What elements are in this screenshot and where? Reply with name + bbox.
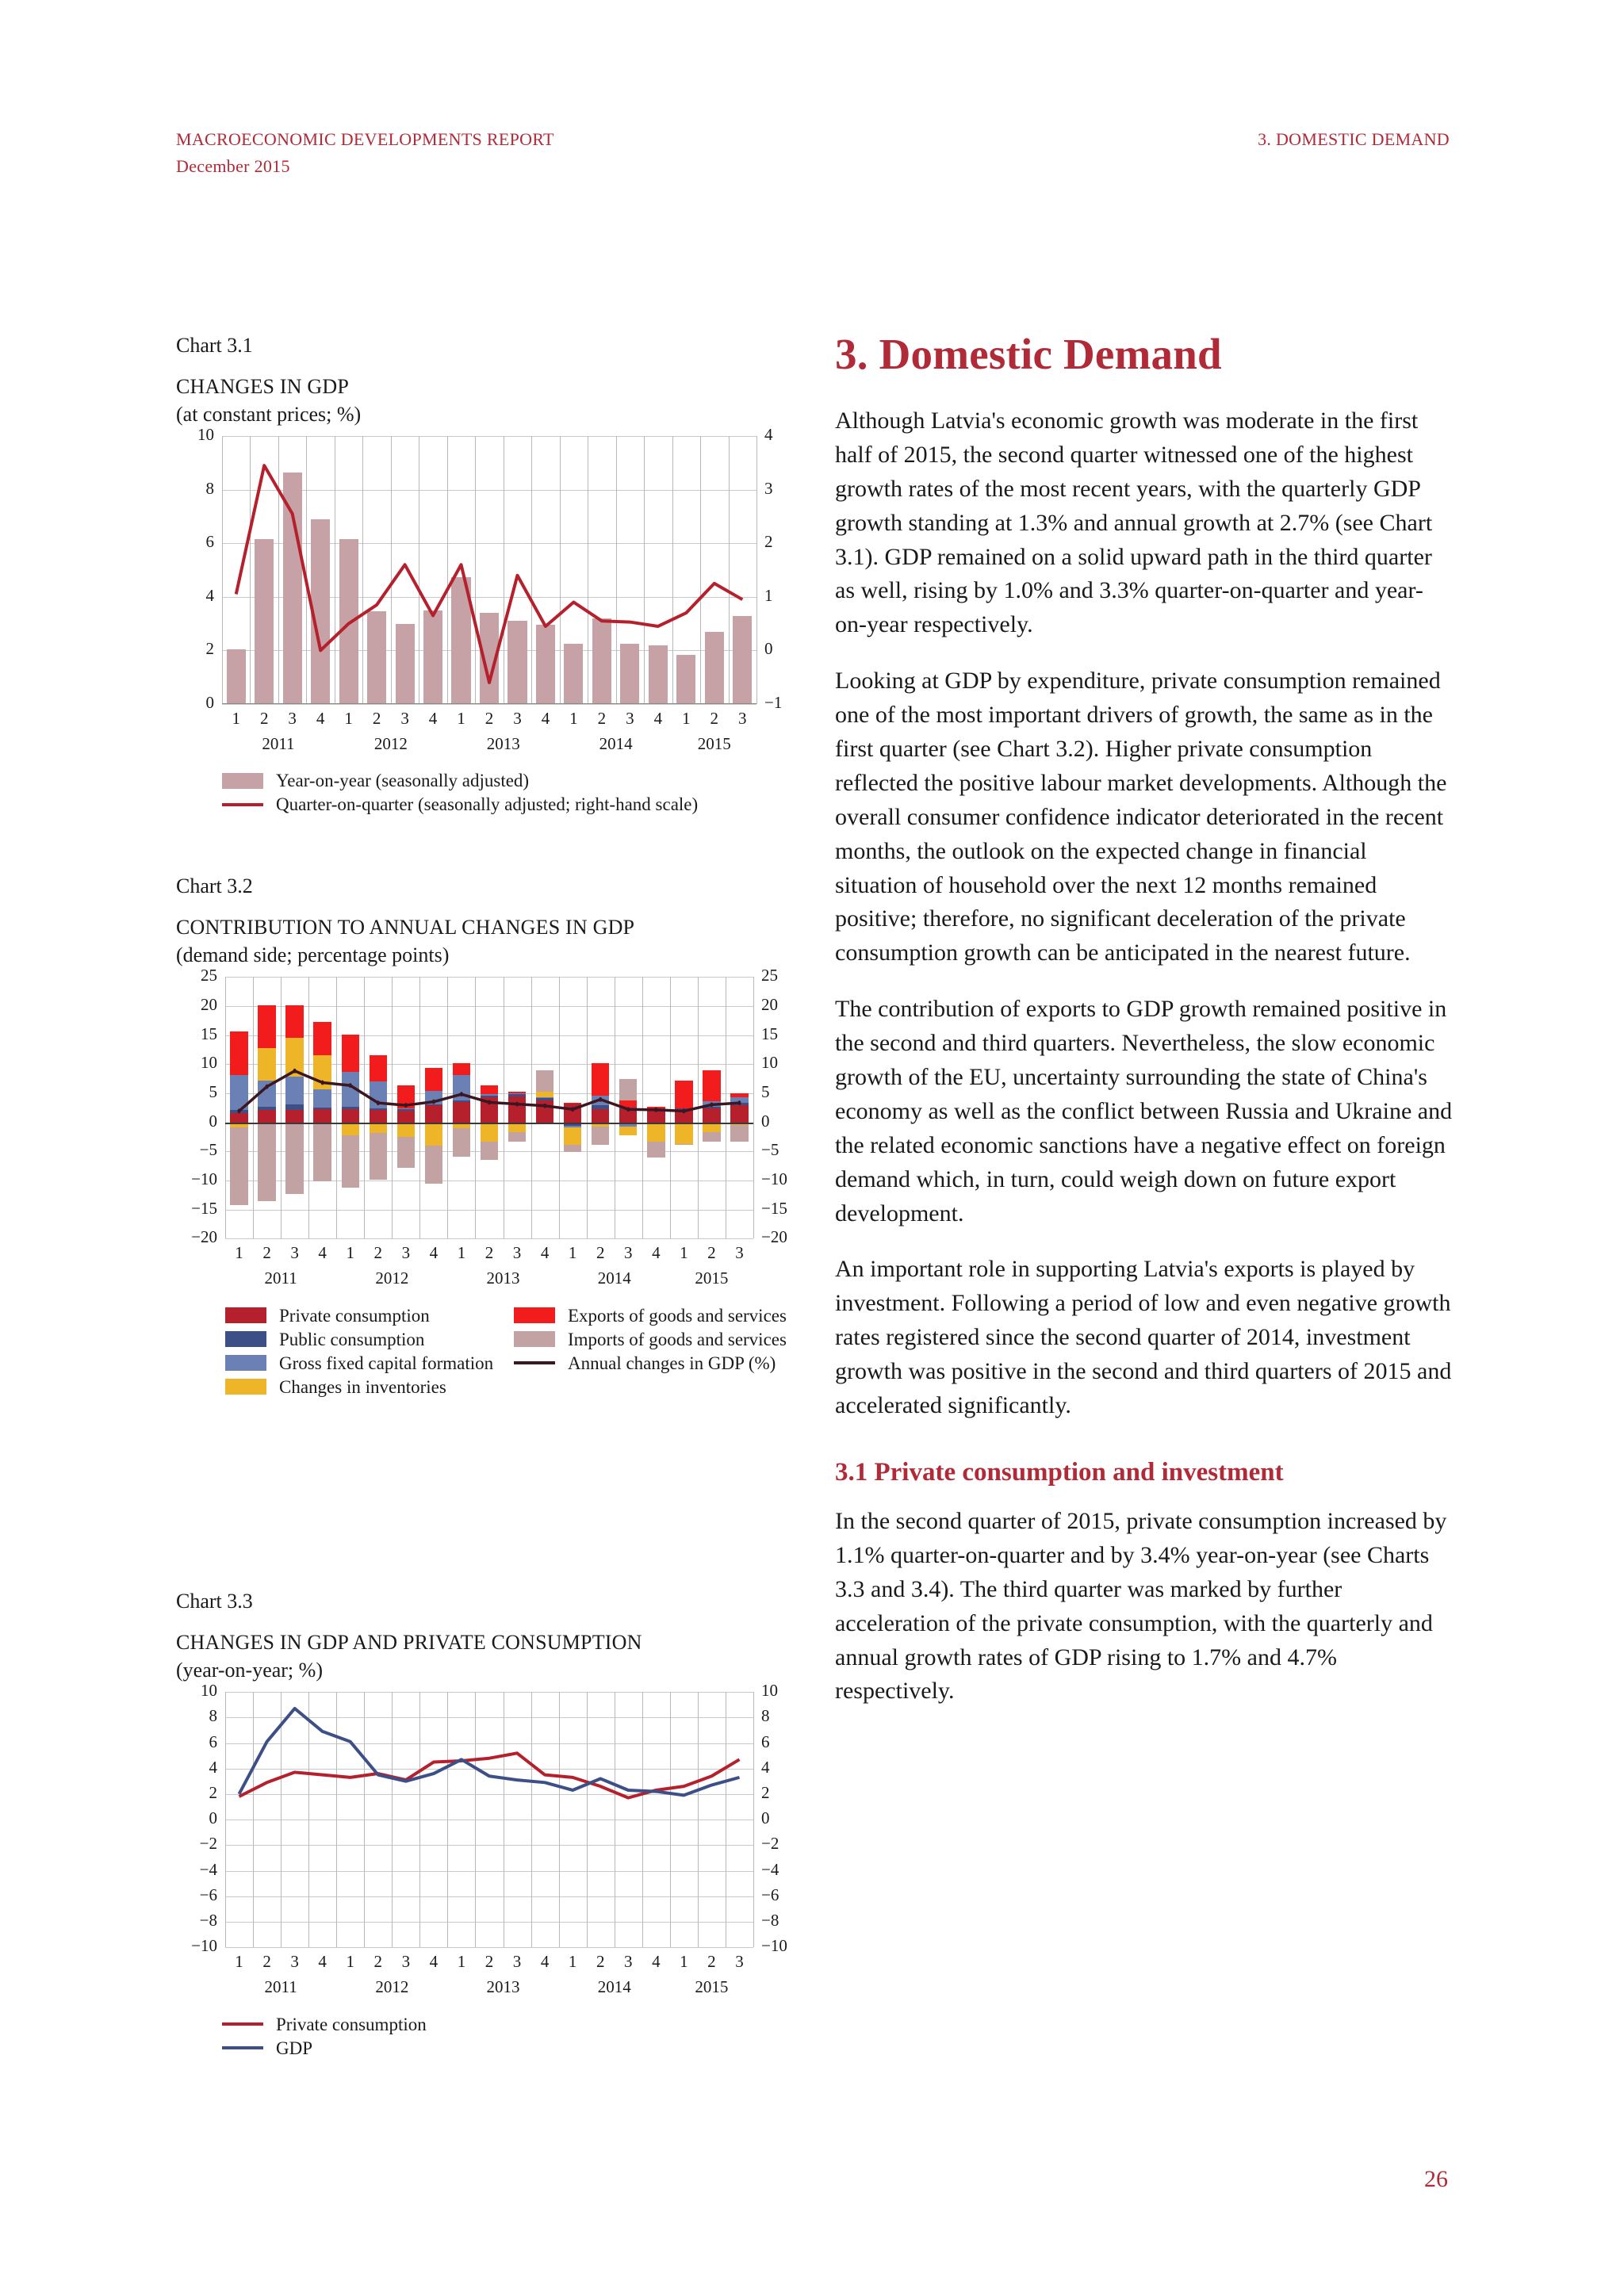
chart-3-1 <box>176 333 802 817</box>
y-axis-tick-label: 10 <box>201 1053 217 1073</box>
x-axis-quarter-label: 3 <box>735 1952 744 1972</box>
y2-axis-tick-label: 1 <box>764 585 773 605</box>
y-axis-tick-label: 0 <box>209 1808 217 1828</box>
y-axis-tick-label: 15 <box>201 1024 217 1043</box>
y-axis-tick-label: −4 <box>199 1859 217 1879</box>
legend-item <box>222 2036 802 2060</box>
y-axis-tick-label: −15 <box>191 1198 217 1218</box>
legend-item <box>225 1375 514 1399</box>
x-axis-year-label: 2013 <box>486 734 520 754</box>
y2-axis-tick-label: 0 <box>761 1111 770 1131</box>
x-axis-quarter-label: 1 <box>457 709 465 729</box>
legend-item <box>514 1303 802 1327</box>
x-axis-quarter-label: 3 <box>512 1243 522 1263</box>
grid-line <box>222 704 756 705</box>
chart-3-3-legend <box>222 2012 802 2060</box>
y-axis-tick-label: 20 <box>201 994 217 1014</box>
x-axis-quarter-label: 1 <box>568 1243 577 1263</box>
y2-axis-tick-label: −5 <box>761 1140 779 1160</box>
x-axis-quarter-label: 1 <box>457 1952 466 1972</box>
page-number: 26 <box>1424 2166 1448 2192</box>
legend-swatch <box>222 773 263 789</box>
y2-axis-tick-label: 4 <box>764 425 773 445</box>
chart-3-1-x-axis <box>222 709 756 758</box>
y-axis-tick-label: 2 <box>209 1783 217 1803</box>
series-line <box>222 436 756 704</box>
legend-item <box>222 769 802 793</box>
y-axis-tick-label: −6 <box>199 1885 217 1904</box>
x-axis-year-label: 2014 <box>597 1269 631 1288</box>
x-axis-year-label: 2015 <box>695 1977 729 1997</box>
chart-3-2-plot-area <box>191 966 787 1247</box>
x-axis-quarter-label: 2 <box>710 709 719 729</box>
chart-3-1-legend <box>222 769 802 817</box>
y-axis-tick-label: −20 <box>191 1227 217 1247</box>
y-axis-tick-label: 5 <box>209 1081 217 1101</box>
x-axis-quarter-label: 3 <box>624 1243 633 1263</box>
legend-item <box>514 1327 802 1351</box>
legend-swatch <box>225 1307 266 1323</box>
y-axis-tick-label: −10 <box>191 1936 217 1956</box>
x-axis-quarter-label: 2 <box>485 1952 494 1972</box>
y2-axis-tick-label: 10 <box>761 1681 778 1701</box>
chart-3-2-plot-wrap <box>176 966 802 1292</box>
y2-axis-tick-label: −8 <box>761 1911 779 1931</box>
chart-3-1-plot-area <box>197 425 783 713</box>
x-axis-quarter-label: 3 <box>290 1952 299 1972</box>
legend-label: Imports of goods and services <box>568 1329 787 1349</box>
y2-axis-tick-label: 2 <box>761 1783 770 1803</box>
x-axis-quarter-label: 1 <box>344 709 353 729</box>
legend-item <box>222 2012 802 2036</box>
chart-3-3 <box>176 1589 802 2060</box>
y-axis-tick-label: 4 <box>205 585 214 605</box>
x-axis-year-label: 2015 <box>695 1269 729 1288</box>
x-axis-quarter-label: 1 <box>346 1952 354 1972</box>
x-axis-quarter-label: 4 <box>541 709 550 729</box>
grid-line <box>225 1947 753 1948</box>
paragraph: Looking at GDP by expenditure, private consumption remained one of the most important drivers of growth, the same as in the first quarter (see Chart 3.2). Higher private consumption reflected the positive labour market developments. Although the overall consumer confidence indicator deteriorated in the recent months, the outlook on the expected change in financial situation of household over the next 12 months remained positive; therefore, no significant deceleration of the private consumption growth can be anticipated in the nearest future. <box>835 668 1447 966</box>
legend-label: Changes in inventories <box>279 1376 446 1397</box>
report-date: December 2015 <box>176 156 290 176</box>
subsection-heading: 3.1 Private consumption and investment <box>835 1457 1284 1487</box>
x-axis-quarter-label: 4 <box>652 1952 661 1972</box>
x-axis-quarter-label: 3 <box>738 709 747 729</box>
legend-swatch <box>225 1379 266 1395</box>
y-axis-tick-label: −5 <box>199 1140 217 1160</box>
x-axis-year-label: 2012 <box>375 1269 409 1288</box>
y2-axis-tick-label: −4 <box>761 1859 779 1879</box>
legend-line-swatch <box>222 2022 263 2026</box>
y-axis-tick-label: 25 <box>201 966 217 985</box>
y2-axis-tick-label: 20 <box>761 994 778 1014</box>
legend-item <box>225 1303 514 1327</box>
x-axis-quarter-label: 4 <box>318 1952 327 1972</box>
x-axis-year-label: 2012 <box>373 734 408 754</box>
grid-line-vertical <box>753 977 754 1238</box>
legend-label: Gross fixed capital formation <box>279 1353 494 1373</box>
x-axis-quarter-label: 2 <box>259 709 269 729</box>
y-axis-tick-label: 0 <box>209 1111 217 1131</box>
chart-3-1-subtitle: (at constant prices; %) <box>176 403 362 427</box>
paragraph: An important role in supporting Latvia's exports is played by investment. Following a period of low and even negative growth rates registered since the second quarter of 2014, investment growth was positive in the second and third quarters of 2015 and accelerated significantly. <box>835 1256 1452 1419</box>
x-axis-year-label: 2013 <box>486 1977 520 1997</box>
x-axis-quarter-label: 4 <box>318 1243 327 1263</box>
paragraph: The contribution of exports to GDP growth remained positive in the second and third quarters. Nevertheless, the slow economic growth of the EU, uncertainty surrounding the state of China's economy as well as the conflict between Russia and Ukraine and the related economic sanctions have a negative effect on foreign demand which, in turn, could weigh down on future export development. <box>835 996 1453 1226</box>
legend-swatch <box>225 1355 266 1371</box>
running-head <box>176 129 1450 177</box>
x-axis-quarter-label: 2 <box>485 709 494 729</box>
x-axis-quarter-label: 4 <box>316 709 325 729</box>
y-axis-tick-label: 10 <box>197 425 214 445</box>
grid-line-vertical <box>756 436 757 704</box>
x-axis-quarter-label: 2 <box>596 1243 605 1263</box>
x-axis-quarter-label: 1 <box>568 1952 577 1972</box>
y-axis-tick-label: 4 <box>209 1757 217 1777</box>
y-axis-tick-label: −8 <box>199 1911 217 1931</box>
x-axis-quarter-label: 4 <box>653 709 663 729</box>
chart-3-2-legend-right <box>514 1303 802 1399</box>
legend-label: Annual changes in GDP (%) <box>568 1353 776 1373</box>
y-axis-tick-label: 8 <box>205 478 214 498</box>
legend-label: Exports of goods and services <box>568 1305 787 1326</box>
chart-3-3-plot-area <box>191 1681 787 1956</box>
chart-3-1-plot-wrap <box>176 425 802 758</box>
x-axis-year-label: 2014 <box>599 734 633 754</box>
x-axis-quarter-label: 2 <box>596 1952 605 1972</box>
x-axis-quarter-label: 2 <box>373 1952 383 1972</box>
chart-3-2-x-axis <box>225 1243 753 1292</box>
y-axis-tick-label: 6 <box>205 532 214 552</box>
x-axis-quarter-label: 4 <box>429 1952 439 1972</box>
y2-axis-tick-label: 6 <box>761 1732 770 1751</box>
chart-3-2-legend-left <box>225 1303 514 1399</box>
x-axis-quarter-label: 1 <box>235 1243 243 1263</box>
x-axis-quarter-label: 4 <box>540 1952 550 1972</box>
y-axis-tick-label: 2 <box>205 639 214 659</box>
x-axis-quarter-label: 1 <box>680 1952 688 1972</box>
x-axis-quarter-label: 1 <box>346 1243 354 1263</box>
legend-label: Private consumption <box>276 2014 427 2034</box>
y2-axis-tick-label: 5 <box>761 1081 770 1101</box>
x-axis-quarter-label: 3 <box>626 709 634 729</box>
x-axis-year-label: 2011 <box>262 734 295 754</box>
y2-axis-tick-label: −10 <box>761 1169 787 1188</box>
grid-line <box>225 1238 753 1239</box>
chart-3-2 <box>176 874 802 1399</box>
y-axis-tick-label: 6 <box>209 1732 217 1751</box>
x-axis-baseline <box>222 703 756 704</box>
x-axis-quarter-label: 3 <box>290 1243 299 1263</box>
legend-item <box>225 1351 514 1375</box>
y2-axis-tick-label: 3 <box>764 478 773 498</box>
chart-3-2-title: CONTRIBUTION TO ANNUAL CHANGES IN GDP <box>176 915 635 939</box>
x-axis-quarter-label: 3 <box>401 1243 411 1263</box>
paragraph: Although Latvia's economic growth was moderate in the first half of 2015, the second quarter witnessed one of the highest growth rates of the most recent years, with the quarterly GDP growth standing at 1.3% and annual growth at 2.7% (see Chart 3.1). GDP remained on a solid upward path in the third quarter as well, rising by 1.0% and 3.3% quarter-on-quarter and year-on-year respectively. <box>835 408 1433 638</box>
x-axis-year-label: 2011 <box>264 1269 297 1288</box>
chart-3-3-x-axis <box>225 1952 753 2001</box>
x-axis-quarter-label: 1 <box>682 709 691 729</box>
x-axis-year-label: 2013 <box>486 1269 520 1288</box>
y2-axis-tick-label: 0 <box>761 1808 770 1828</box>
y2-axis-tick-label: −2 <box>761 1834 779 1854</box>
legend-line-swatch <box>222 2046 263 2049</box>
x-axis-quarter-label: 2 <box>262 1952 271 1972</box>
legend-label: Year-on-year (seasonally adjusted) <box>276 771 530 791</box>
running-head-right: 3. DOMESTIC DEMAND <box>1258 129 1450 149</box>
legend-label: Quarter-on-quarter (seasonally adjusted; right-hand scale) <box>276 794 699 815</box>
series-line <box>225 977 753 1238</box>
legend-label: GDP <box>276 2038 313 2058</box>
legend-label: Public consumption <box>279 1329 425 1349</box>
x-axis-quarter-label: 3 <box>401 1952 411 1972</box>
legend-swatch <box>514 1331 555 1347</box>
x-axis-quarter-label: 4 <box>428 709 438 729</box>
x-axis-quarter-label: 2 <box>597 709 607 729</box>
x-axis-quarter-label: 2 <box>372 709 381 729</box>
x-axis-quarter-label: 1 <box>232 709 240 729</box>
x-axis-quarter-label: 1 <box>457 1243 466 1263</box>
x-axis-quarter-label: 2 <box>262 1243 271 1263</box>
x-axis-quarter-label: 4 <box>652 1243 661 1263</box>
legend-swatch <box>514 1307 555 1323</box>
x-axis-year-label: 2011 <box>264 1977 297 1997</box>
legend-line-swatch <box>514 1361 555 1364</box>
running-head-left <box>176 129 554 177</box>
legend-swatch <box>225 1331 266 1347</box>
y2-axis-tick-label: 10 <box>761 1053 778 1073</box>
chart-3-2-legend <box>225 1303 802 1399</box>
y2-axis-tick-label: −15 <box>761 1198 787 1218</box>
chart-3-3-number: Chart 3.3 <box>176 1590 253 1613</box>
x-axis-quarter-label: 3 <box>624 1952 633 1972</box>
paragraph: In the second quarter of 2015, private consumption increased by 1.1% quarter-on-quarter and by 3.4% year-on-year (see Charts 3.3 and 3.4). The third quarter was marked by further acceleration of the private consumption, with the quarterly and annual growth rates of GDP rising to 1.7% and 4.7% respectively. <box>835 1507 1447 1705</box>
y-axis-tick-label: 0 <box>205 693 214 713</box>
x-axis-quarter-label: 2 <box>707 1952 716 1972</box>
report-title: MACROECONOMIC DEVELOPMENTS REPORT <box>176 129 554 149</box>
chart-3-1-title: CHANGES IN GDP <box>176 374 350 398</box>
x-axis-quarter-label: 4 <box>429 1243 439 1263</box>
y2-axis-tick-label: 25 <box>761 966 778 985</box>
section-heading: 3. Domestic Demand <box>835 330 1222 378</box>
y2-axis-tick-label: −1 <box>764 693 783 713</box>
chart-3-1-number: Chart 3.1 <box>176 334 253 357</box>
y-axis-tick-label: 10 <box>201 1681 217 1701</box>
y-axis-tick-label: −10 <box>191 1169 217 1188</box>
legend-item <box>222 793 802 817</box>
x-axis-quarter-label: 3 <box>288 709 297 729</box>
x-axis-quarter-label: 2 <box>707 1243 716 1263</box>
chart-3-3-plot-wrap <box>176 1681 802 2001</box>
x-axis-quarter-label: 1 <box>680 1243 688 1263</box>
y-axis-tick-label: 8 <box>209 1706 217 1726</box>
grid-line-vertical <box>753 1692 754 1947</box>
y2-axis-tick-label: 15 <box>761 1024 778 1043</box>
y2-axis-tick-label: 4 <box>761 1757 770 1777</box>
x-axis-year-label: 2014 <box>597 1977 631 1997</box>
x-axis-year-label: 2012 <box>375 1977 409 1997</box>
chart-3-2-subtitle: (demand side; percentage points) <box>176 943 450 967</box>
chart-3-2-number: Chart 3.2 <box>176 874 253 898</box>
x-axis-quarter-label: 1 <box>569 709 578 729</box>
y2-axis-tick-label: −10 <box>761 1936 787 1956</box>
charts-column <box>176 333 802 2060</box>
y2-axis-tick-label: −20 <box>761 1227 787 1247</box>
chart-3-3-title: CHANGES IN GDP AND PRIVATE CONSUMPTION <box>176 1630 642 1654</box>
x-axis-quarter-label: 3 <box>735 1243 744 1263</box>
x-axis-quarter-label: 2 <box>485 1243 494 1263</box>
y2-axis-tick-label: −6 <box>761 1885 779 1904</box>
x-axis-quarter-label: 1 <box>235 1952 243 1972</box>
x-axis-quarter-label: 3 <box>512 1952 522 1972</box>
chart-3-3-subtitle: (year-on-year; %) <box>176 1659 323 1682</box>
y-axis-tick-label: −2 <box>199 1834 217 1854</box>
legend-label: Private consumption <box>279 1305 430 1326</box>
x-axis-quarter-label: 4 <box>540 1243 550 1263</box>
y2-axis-tick-label: 8 <box>761 1706 770 1726</box>
x-axis-quarter-label: 3 <box>400 709 409 729</box>
x-axis-quarter-label: 2 <box>373 1243 383 1263</box>
legend-line-swatch <box>222 803 263 806</box>
y2-axis-tick-label: 2 <box>764 532 773 552</box>
x-axis-year-label: 2015 <box>697 734 731 754</box>
y2-axis-tick-label: 0 <box>764 639 773 659</box>
article-column <box>835 329 1454 1731</box>
legend-item <box>514 1351 802 1375</box>
series-line <box>225 1692 753 1947</box>
legend-item <box>225 1327 514 1351</box>
x-axis-quarter-label: 3 <box>513 709 522 729</box>
